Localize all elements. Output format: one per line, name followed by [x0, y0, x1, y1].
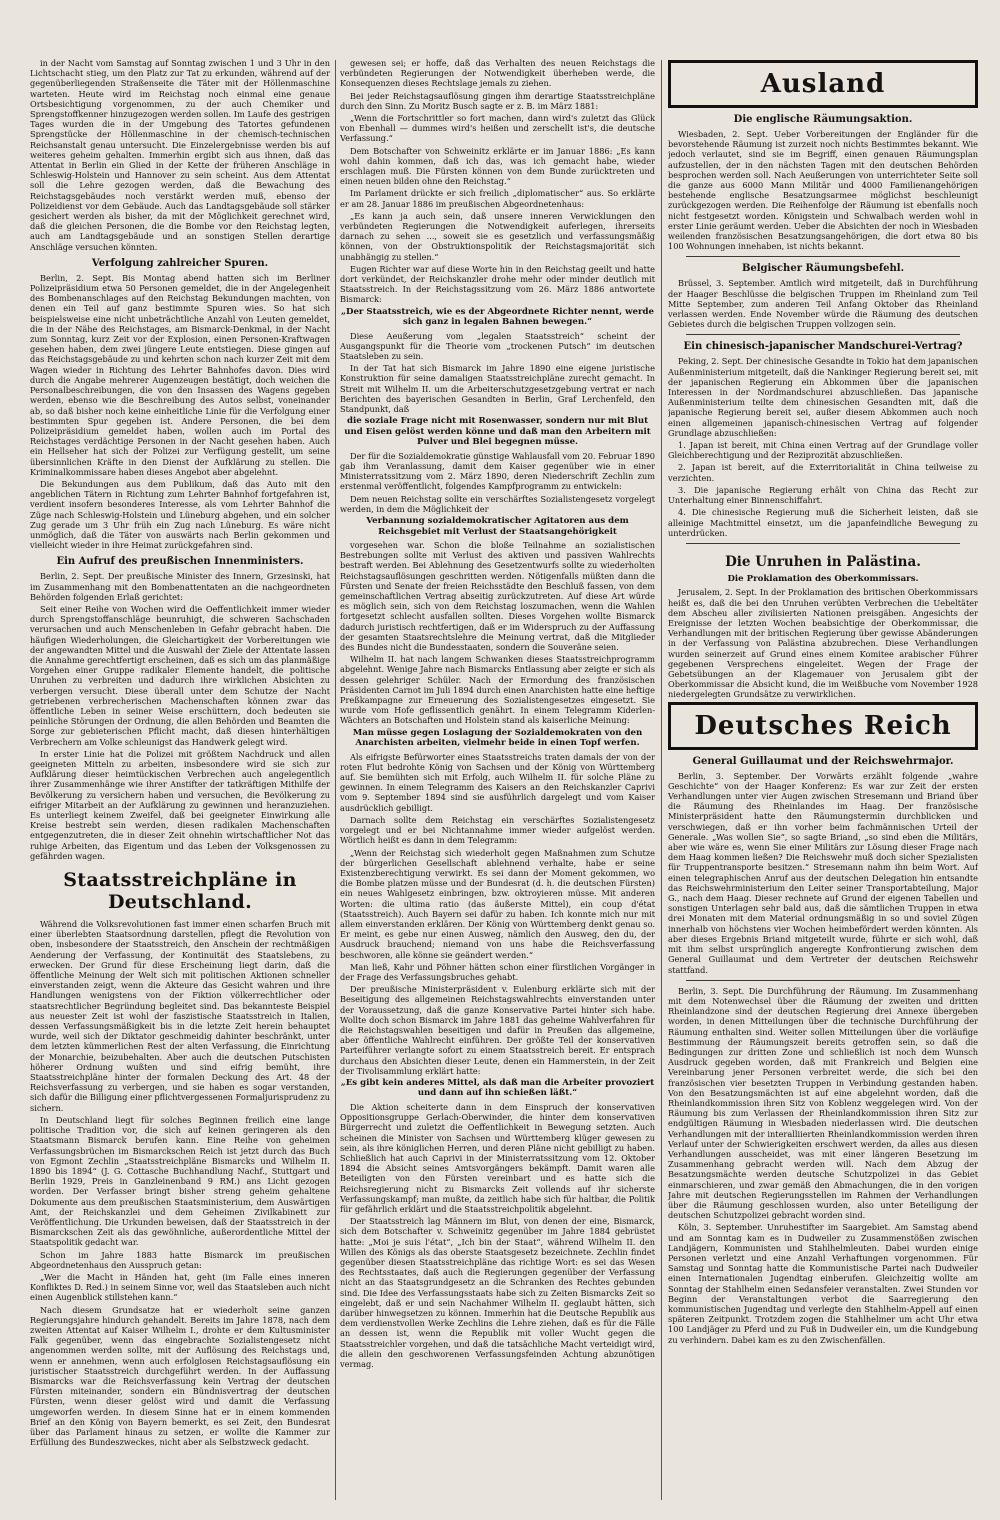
column-right	[668, 58, 978, 1508]
bold-quote: die soziale Frage nicht mit Rosenwasser, sondern nur mit Blut und Eisen gelöst werden könne und daß man den Arbeitern mit Pulver und Blei begegnen müsse.	[344, 416, 651, 448]
section-header-ausland: Ausland	[668, 60, 978, 108]
article-paragraph: Berlin, 3. September. Der Vorwärts erzählt folgende „wahre Geschichte“ von der Haager Konferenz: Es war zur Zeit der ersten Verhandlungen unter vier Augen zwischen Stresemann und Briand über die Räumung des Rheinlandes im Haag. Der französische Ministerpräsident hatte den Räumungstermin durchblicken und verschwiegen, daß er ihn vorher beim fachmännischen Urteil der Generale. „Was wollen Sie“, so sagte Briand, „so sind eben die Militärs, aber wie wäre es, wenn Sie einer Militärs zur Lösung dieser Frage nach dem Haag kommen ließen? Die Reichswehr muß doch sicher Spezialisten für Truppentransporte besitzen.“ Stresemann nahm ihn beim Wort. Auf einen telegraphischen Anruf aus der deutschen Delegation hin entsandte das Reichswehrministerium den Leiter seiner Transportabteilung, Major G., nach dem Haag. Dieser rechnete auf Grund der eigenen Tabellen und sonstigen Unterlagen sehr bald aus, daß die sämtlichen Truppen in etwa drei Monaten mit dem Material ordnungsmäßig in so und soviel Zügen innerhalb von höchstens vier Wochen heimbefördert werden könnten. Als aber dieses Ergebnis Briand mitgeteilt wurde, führte er sich wohl, daß mit ihm selbst ursprünglich angeregte Konfrontierung zwischen dem General Guillaumat und dem Vertreter der deutschen Reichswehr stattfand.	[668, 770, 978, 975]
divider	[686, 256, 960, 257]
article-title: Staatsstreichpläne in Deutschland.	[63, 869, 297, 914]
article-paragraph: vorgesehen war. Schon die bloße Teilnahme an sozialistischen Bestrebungen sollte mit Verlust des aktiven und passiven Wahlrechts bestraft werden. Bei Ablehnung des Gesetzentwurfs sollte zu wiederholten Reichstagsauflösungen geschritten werden. Nötigenfalls müßten dann die Fürsten und Senate der freien Reichsstädte den Beschluß fassen, von dem gemeinschaftlichen Vertrag abseitig zurückzutreten. Auf diese Art würde es möglich sein, sich von dem Reichstag loszumachen, wenn die Wahlen fortgesetzt schlecht ausfallen sollten. Dieses Vorgehen wollte Bismarck dadurch juristisch rechtfertigen, daß er im Widerspruch zu der Auffassung der gesamten Staatsrechtslehre die Meinung vertrat, daß die Mitglieder des Bundes nicht die Bundesstaaten, sondern die Souveräne seien.	[340, 540, 655, 653]
list-item: 2. Japan ist bereit, auf die Exterritorialität in China teilweise zu verzichten.	[668, 462, 978, 483]
article-paragraph: In Deutschland liegt für solches Beginnen freilich eine lange politische Tradition vor, die sich auf keinen geringeren als den Staatsmann Bismarck berufen kann. Eine Reihe von geheimen Verfassungsbrüchen im Bismarckschen Reich ist jetzt durch das Buch von Egmont Zechlin „Staatsstreichpläne Bismarcks und Wilhelm II. 1890 bis 1894“ (J. G. Cottasche Buchhandlung Nachf., Stuttgart und Berlin 1929, Preis in Ganzleinenband 9 RM.) ans Licht gezogen worden. Der Verfasser bringt bisher streng geheim gehaltene Dokumente aus dem preußischen Staatsministerium, dem Auswärtigen Amt, der Reichskanzlei und dem Geheimen Zivilkabinett zur Veröffentlichung. Die Urkunden beweisen, daß der Staatsstreich in der Bismarckschen Zeit als das gewöhnliche, außerordentliche Mittel der Staatspolitik gedacht war.	[30, 1114, 330, 1248]
article-paragraph: Diese Aeußerung vom „legalen Staatsstreich“ scheint der Ausgangspunkt für die Theorie vom „trockenen Putsch“ im deutschen Staatsleben zu sein.	[340, 330, 655, 362]
quote-paragraph: „Wenn die Fortschrittler so fort machen, dann wird's zuletzt das Glück von Ebenhall — dummes wird's heißen und zerschellt ist's, die deutsche Verfassung.“	[340, 113, 655, 144]
bold-quote: Verbannung sozialdemokratischer Agitatoren aus dem Reichsgebiet mit Verlust der Staatsangehörigkeit	[366, 516, 629, 537]
subheading: Ein Aufruf des preußischen Innenministers.	[56, 556, 304, 568]
article-paragraph: Wiesbaden, 2. Sept. Ueber Vorbereitungen der Engländer für die bevorstehende Räumung ist zurzeit noch nichts Bestimmtes bekannt. Wie jedoch verlautet, sind sie im Begriff, einen genauen Räumungsplan aufzustellen, der in den nächsten Tagen mit den deutschen Behörden besprochen werden soll. Nach Aeußerungen von unterrichteter Seite soll die ganze aus 6000 Mann Militär und 4000 Familienangehörigen bestehende englische Besatzungsarmee möglichst beschleunigt zurückgezogen werden. Die Reihenfolge der Räumung ist ebenfalls noch nicht festgesetzt worden. Königstein und Schwalbach werden wohl in erster Linie geräumt werden. Ueber die Absichten der noch in Wiesbaden weilenden französischen Besatzungsangehörigen, die dort etwa 80 bis 100 Wohnungen innehaben, ist nichts bekannt.	[668, 129, 978, 252]
subheading: Ein chinesisch-japanischer Mandschurei-Vertrag?	[683, 341, 963, 353]
bold-quote: „Es gibt kein anderes Mittel, als daß man die Arbeiter provoziert und dann auf ihn schießen läßt.“	[340, 1077, 655, 1099]
article-paragraph: Der Staatsstreich lag Männern im Blut, von denen der eine, Bismarck, sich dem Botschafter v. Schweinitz gegenüber im Jahre 1884 gebrüstet hatte: „Moi je suis l'état“, „Ich bin der Staat“, während Wilhelm II. den Willen des Königs als das oberste Staatsgesetz bezeichnete. Zechlin findet gegenüber diesen Staatsstreichpläne das richtige Wort: es sei das Wesen des Rechtsstaates, daß auch die Regierungen gegenüber der Verfassung nicht an das Staatsgrundgesetz an die Schranken des Rechtes gebunden sind. Die Idee des Verfassungsstaats habe sich zu Zeiten Bismarcks Zeit so eingelebt, daß er und sein Nachahmer Wilhelm II. geglaubt hätten, sich darüber hinwegsetzen zu können. Immerhin hat die Deutsche Republik aus dem verdienstvollen Werke Zechlins die Lehre ziehen, daß es für die Fälle an dessen ist, wenn die Republik mit voller Wucht gegen die Staatsstreichler vorgehen, und daß die tatsächliche Macht verteidigt wird, die allein den geschworenen Verfassungsfeinden Achtung abzunötigen vermag.	[340, 1216, 655, 1370]
list-item: 1. Japan ist bereit, mit China einen Vertrag auf der Grundlage voller Gleichberechtigung und der Reziprozität abzuschließen.	[668, 440, 978, 461]
article-paragraph: Wilhelm II. hat nach langem Schwanken dieses Staatsstreichprogramm abgelehnt. Wenige Jahre nach Bismarcks Entlassung aber zeigte er sich als dessen gelehriger Schüler. Nach der Ermordung des französischen Präsidenten Carnot im Juli 1894 durch einen Anarchisten hatte eine heftige Preßkampagne zur Erneuerung des Sozialistengesetzes eingesetzt. Sie wurde vom Hofe geflissentlich genährt. In einem Telegramm Kiderlen-Wächters an Botschaften und Holstein stand als kaiserliche Meinung:	[340, 654, 655, 726]
article-paragraph: in der Nacht vom Samstag auf Sonntag zwischen 1 und 3 Uhr in den Lichtschacht stieg, um den Platz zur Tat zu erkunden, während auf der gegenüberliegenden Straßenseite die Täter mit der Höllenmaschine warteten. Heute wird im Reichstag noch einmal eine genaue Ortsbesichtigung vorgenommen, zu der auch Chemiker und Sprengstoffkenner hinzugezogen werden sollen. Im Laufe des gestrigen Tages wurden die in der Umgebung des Tatortes gefundenen Sprengstücke der Höllenmaschine in der chemisch-technischen Reichsanstalt genau untersucht. Die Einzelergebnisse werden bis auf weiteres geheim gehalten. Immerhin ergibt sich aus ihnen, daß das Attentat in Berlin ein Glied in der Kette der früheren Anschläge in Schleswig-Holstein und Hannover zu sein scheint. Aus dem Attentat soll die Lehre gezogen werden, daß die Bewachung des Reichstagsgebäudes noch verstärkt werden muß, ebenso der Polizeidienst vor dem Gebäude. Auch das Landtagsgebäude soll stärker gesichert werden als bisher, da mit der Möglichkeit gerechnet wird, daß die gleichen Personen, die die Bombe vor den Reichstag legten, auch am Landtagsgebäude und an sonstigen Stellen derartige Anschläge versuchen könnten.	[30, 58, 330, 252]
article-paragraph: Der für die Sozialdemokratie günstige Wahlausfall vom 20. Februar 1890 gab ihm Veranlassung, damit dem Kaiser gegenüber wie in einer Ministerratssitzung vom 2. März 1890, deren Niederschrift Zechlin zum erstenmal veröffentlicht, folgendes Kampfprogramm zu entwickeln:	[340, 450, 655, 492]
article-paragraph: Dem neuen Reichstag sollte ein verschärftes Sozialistengesetz vorgelegt werden, in dem die Möglichkeit der	[340, 493, 655, 514]
article-paragraph: gewesen sei; er hoffe, daß das Verhalten des neuen Reichstags die verbündeten Regierungen der Notwendigkeit überheben werde, die Konsequenzen dieses Rechtslage jemals zu ziehen.	[340, 58, 655, 89]
article-paragraph: Darnach sollte dem Reichstag ein verschärftes Sozialistengesetz vorgelegt und er bei Nichtannahme immer wieder aufgelöst werden. Wörtlich heißt es dann in dem Telegramm:	[340, 814, 655, 846]
article-title: Die Unruhen in Palästina.	[725, 553, 921, 570]
divider	[686, 334, 960, 335]
column-divider	[661, 60, 662, 1500]
article-paragraph: Die Bekundungen aus dem Publikum, daß das Auto mit den angeblichen Tätern in Richtung zum Lehrter Bahnhof fortgefahren ist, verdient insofern besonderes Interesse, als vom Lehrter Bahnhof die Züge nach Schleswig-Holstein und Lüneburg abgehen, und ein solcher Zug gerade um 3 Uhr früh ein Zug nach Lüneburg. Es wäre nicht unmöglich, daß die Täter von auswärts nach Berlin gekommen und vielleicht wieder in ihre Heimat zurückgefahren sind.	[30, 478, 330, 551]
quote-paragraph: „Wenn der Reichstag sich wiederholt gegen Maßnahmen zum Schutze der bürgerlichen Gesellschaft ablehnend verhalte, habe er seine Existenzberechtigung verwirkt. Es sei dann der Moment gekommen, wo die Bombe platzen müsse und der Bundesrat (d. h. die deutschen Fürsten) ein neues Wahlgesetz einbringen, bzw. oktroyieren müsse. Mit anderen Worten: die ultima ratio (das äußerste Mittel), ein coup d'état (Staatsstreich). Auch Bayern sei dafür zu haben. Ich konnte mich nur mit allem einverstanden erklären. Der König von Württemberg denkt genau so. Er meint, es gebe nur einen Ausweg, nämlich den Ausweg, den du, der Ausdruck brauchend; niemand von uns habe die Reichsverfassung beschworen, alle könne sie geändert werden.“	[340, 847, 655, 960]
article-paragraph: Im Parlament drückte er sich freilich „diplomatischer“ aus. So erklärte er am 28. Januar 1886 im preußischen Abgeordnetenhaus:	[340, 188, 655, 209]
article-paragraph: Die Aktion scheiterte dann in dem Einspruch der konservativen Oppositionsgruppe Gerlach-Oberwinder, die hinter dem konservativen Bürgerrecht und zuletzt die Oeffentlichkeit in Bewegung setzten. Auch scheinen die Minister von Sachsen und Württemberg klüger gewesen zu sein, als ihre königlichen Herren, und deren Pläne nicht gebilligt zu haben. Schließlich hat auch Caprivi in der Ministerratssitzung vom 12. Oktober 1894 die Absicht seines Amtsvorgängers bekämpft. Damit waren alle Beteiligten von den Fürsten vereinbart und es hatte sich die Reichsregierung nicht zu Bismarcks Zeit vollends auf ihr sicherste Verfassungskampf; man mußte, da zeitlich habe sich für haltbar, die Politik für gefährlich erklärt und die Staatsstreichpolitik abgelehnt.	[340, 1101, 655, 1214]
article-paragraph: Köln, 3. September. Unruhestifter im Saargebiet. Am Samstag abend und am Sonntag kam es in Dudweiler zu Zusammenstößen zwischen Landjägern, Kommunisten und Stahlhelmleuten. Dabei wurden einige Personen verletzt und eine Anzahl Verhaftungen vorgenommen. Für Samstag und Sonntag hatte die Kommunistische Partei nach Dudweiler einen Internationalen Jugendtag einberufen. Gleichzeitig wollte am Sonntag der Stahlhelm einen Sedansfeier veranstalten. Zwei Stunden vor Beginn der Veranstaltungen verbot die Saarregierung den kommunistischen Jugendtag und verlegte den Stahlhelm-Appell auf einen späteren Zeitpunkt. Trotzdem zogen die Stahlhelmer um acht Uhr etwa 100 Landjäger zu Pferd und zu Fuß in Dudweiler ein, um die Kundgebung zu verhindern. Dabei kam es zu den Zwischenfällen.	[668, 1222, 978, 1345]
article-paragraph: Jerusalem, 2. Sept. In der Proklamation des britischen Oberkommissars heißt es, daß die bei den Unruhen verübten Verbrechen die Uebeltäter dem Abscheu aller zivilisierten Nationen preisgäben. Angesichts der Ereignisse der letzten Wochen beabsichtige der Oberkommissar, die Verhandlungen mit der britischen Regierung über gewisse Abänderungen in der Verfassung von Palästina abzubrechen. Diese Verhandlungen wurden seinerzeit auf Grund eines einem Komitee arabischer Führer gegebenen Versprechens eingeleitet. Wegen der Frage der Gebetsübungen an der Klagemauer von Jerusalem gibt der Oberkommissar die Absicht kund, die im Weißbuche vom November 1928 niedergelegten Grundsätze zu verwirklichen.	[668, 587, 978, 700]
article-paragraph: Peking, 2. Sept. Der chinesische Gesandte in Tokio hat dem japanischen Außenministerium mitgeteilt, daß die Nankinger Regierung bereit sei, mit der japanischen Regierung ein Abkommen über die japanischen Interessen in der Nordmandschurei abzuschließen. Das japanische Außenministerium teilte dem chinesischen Gesandten mit, daß die japanische Regierung bereit sei, außer diesem Abkommen auch noch einen allgemeinen japanisch-chinesischen Vertrag auf folgender Grundlage abzuschließen:	[668, 356, 978, 438]
article-paragraph: Der preußische Ministerpräsident v. Eulenburg erklärte sich mit der Beseitigung des allgemeinen Reichstagswahlrechts einverstanden unter der Voraussetzung, daß die ganze Konservative Partei hinter sich habe. Wollte doch schon Bismarck im Jahre 1881 das geheime Wahlverfahren für die Reichstagswahlen beseitigen und dafür in Preußen das allgemeine, aber öffentliche Wahlrecht einführen. Der größte Teil der konservativen Parteiführer verlangte sofort zu einem Staatsstreich bereit. Er entsprach durchaus den Absichten dieser Leute, denen ein Hammerstein, in der Zeit der Tivolisammlung erklärt hatte:	[340, 984, 655, 1076]
subheading: General Guillaumat und der Reichswehrmajor.	[692, 755, 954, 767]
article-paragraph: Eugen Richter war auf diese Worte hin in den Reichstag geeilt und hatte dort verkündet, der Reichskanzler drohe mehr oder minder deutlich mit Staatsstreich. In der Reichstagssitzung vom 26. März 1886 antwortete Bismarck:	[340, 263, 655, 305]
article-paragraph: Nach diesem Grundsatze hat er wiederholt seine ganzen Regierungsjahre hindurch gehandelt. Bereits im Jahre 1878, nach dem zweiten Attentat auf Kaiser Wilhelm I., drohte er dem Kultusminister Falk gegenüber, wenn das eingebrachte Sozialistengesetz nicht angenommen werden sollte, mit der Auflösung des Reichstags und, wenn er annehmen, wenn auch erfolglosen Reichstagsauflösung ein juristischer Staatsstreich durchgeführt werden. In der Auffassung Bismarcks war die Reichsverfassung kein Vertrag der deutschen Fürsten miteinander, sondern ein Bündnisvertrag der deutschen Fürsten, wenn dieser gelöst wird und damit die Verfassung umgeworfen werden. In diesem Sinne hat er in einem kommenden Brief an den König von Bayern bemerkt, es sei Zeit, den Bundesrat über das Parlament hinaus zu setzen, er wollte die Kammer zur Erfüllung des Bundeszweckes, nicht aber als Selbstzweck gedacht.	[30, 1304, 330, 1448]
bold-quote: „Der Staatsstreich, wie es der Abgeordnete Richter nennt, werde sich ganz in legalen Bahnen bewegen.“	[341, 306, 654, 328]
article-paragraph: Berlin, 2. Sept. Bis Montag abend hatten sich im Berliner Polizeipräsidium etwa 50 Personen gemeldet, die in der Angelegenheit des Bombenanschlages auf den Reichstag Bekundungen machten, von denen ein Teil auf ganz bestimmte Spuren wies. So hat sich beispielsweise eine nicht unbeträchtliche Anzahl von Leuten gemeldet, die in der Nähe des Reichstages, am Bismarck-Denkmal, in der Nacht zum Sonntag, kurz Zeit vor der Explosion, einen Personen-Kraftwagen gesehen haben, dem zwei jüngere Leute entstiegen. Diese gingen auf das Reichstagsgebäude zu und kehrten schon nach kurzer Zeit mit dem Wagen wieder in Richtung des Lehrter Bahnhofes davon. Dies wird durch die Angabe mehrerer Augenzeugen bestätigt, doch weichen die Personalbeschreibungen, die von den Insassen des Wagens gegeben werden, ebenso wie die Beschreibung des Autos selbst, voneinander ab, so daß bisher noch keine einheitliche Linie für die Verfolgung einer bestimmten Spur gegeben ist. Andere Personen, die bei dem Polizeipräsidium gemeldet haben, wollen auch im Portal des Reichstages verdächtige Personen in der Nacht gesehen haben. Auch ein Hellseher hat sich der Polizei zur Verfügung gestellt, um seine übersinnlichen Kräfte in den Dienst der Aufklärung zu stellen. Die Kriminalkommissare haben dieses Angebot aber abgelehnt.	[30, 272, 330, 477]
column-left	[30, 58, 330, 1508]
article-paragraph: In erster Linie hat die Polizei mit größtem Nachdruck und allen geeigneten Mitteln zu arbeiten, insbesondere wird sie sich zur Aufklärung dieser heimtückischen Verbrechen auch angelegentlich ihrer Zusammenhänge wie ihrer Anstifter der tatkräftigen Mithilfe der Bevölkerung zu versichern haben und versuchen, die Bevölkerung zu eifriger Mitarbeit an der Aufklärung zu gewinnen und heranzuziehen. Es unterliegt keinem Zweifel, daß bei geeigneter Einwirkung alle Kreise bestrebt sein werden, diesen radikalen Machenschaften entgegenzutreten, die in dieser Zeit ohnehin wirtschaftlicher Not das ruhige Arbeiten, das Eigentum und das Leben der Volksgenossen zu gefährden wagen.	[30, 748, 330, 861]
divider	[686, 980, 960, 981]
column-middle	[340, 58, 655, 1508]
article-paragraph: Seit einer Reihe von Wochen wird die Oeffentlichkeit immer wieder durch Sprengstoffanschläge beunruhigt, die schweren Sachschaden verursachen und auch Menschenleben in Gefahr gebracht haben. Die häufigen Wiederholungen, die Gleichartigkeit der Vorbereitungen wie der angewandten Mittel und die Auswahl der Ziele der Attentate lassen die Annahme gerechtfertigt erscheinen, daß es sich um das planmäßige Vorgehen einer Gruppe radikaler Elemente handelt, die politische Unruhen zu verbreiten und dadurch ihre wirklichen Absichten zu verbergen versucht. Diese überall unter dem Schutze der Nacht getriebenen verbrecherischen Machenschaften können zwar das öffentliche Leben in seiner Weise erschüttern, doch bedeuten sie peinliche Störungen der Ordnung, die allen Behörden und Beamten die Sorge zur gebieterischen Pflicht macht, daß diesen hinterhältigen Verbrechern am Volke schleunigst das Handwerk gelegt wird.	[30, 603, 330, 747]
article-paragraph: In der Tat hat sich Bismarck im Jahre 1890 eine eigene juristische Konstruktion für seine damaligen Staatsstreichpläne zurecht gemacht. In Streit mit Wilhelm II. um die Arbeiterschutzgesetzgebung vertrat er nach Berichten des bayerischen Gesandten in Berlin, Graf Lerchenfeld, den Standpunkt, daß	[340, 363, 655, 415]
subheading: Verfolgung zahlreicher Spuren.	[91, 257, 269, 269]
subheading: Belgischer Räumungsbefehl.	[741, 263, 905, 275]
subheading: Die Proklamation des Oberkommissars.	[727, 573, 919, 584]
article-paragraph: Berlin, 3. Sept. Die Durchführung der Räumung. Im Zusammenhang mit dem Notenwechsel über die Räumung der zweiten und dritten Rheinlandzone sind der deutschen Regierung drei Annexe übergeben worden, in denen Mitteilungen über die technische Durchführung der Räumung enthalten sind. Weiter sollen Mitteilungen über die vorläufige Bestimmung der Räumungszeit bereits getroffen sein, so daß die Bedingungen zur dritten Zone und schließlich ist noch dem Wunsch Ausdruck gegeben worden, daß mit Frankreich und Belgien eine Vereinbarung jener Personen verbreitet werde, die sich bei den französischen vier besetzten Truppen in Verbindung gestanden haben. Von den Besatzungsmächten ist auf eine abgelehnt worden, daß die Rheinlandkommission ihren Sitz von Koblenz weggelegen wird. Von der Räumung bis zum Verlassen der Rheinlandkommission ihren Sitz zur endgültigen Räumung in Wiesbaden niederlassen wird. Die deutschen Verhandlungen mit der interalliierten Rheinlandkommission werden ihren Verlauf unter der Schwierigkeiten erschwert werden, da alles aus diesen Verhandlungen ausscheidet, was mit einer längeren Besetzung im Zusammenhang gebracht werden will. Nach dem Abzug der Besatzungsmächte werden deutsche Schutzpolizei in das Gebiet einmarschieren, und zwar gemäß den Abmachungen, die in den vorigen Jahre mit deutschen Regierungsstellen im Rahmen der Verhandlungen über die Räumung geschlossen wurden, also unter Beteiligung der deutschen Schutzpolizei gebracht worden sind.	[668, 985, 978, 1221]
article-paragraph: Man ließ, Kahr und Pöhner hätten schon einer fürstlichen Vorgänger in der Frage des Verfassungsbruches gehabt.	[340, 961, 655, 982]
article-paragraph: Während die Volksrevolutionen fast immer einen scharfen Bruch mit einer überlebten Staatsordnung darstellen, pflegt die Revolution von oben, insbesondere der Staatsstreich, den Anschein der rechtmäßigen Aenderung der Verfassung, der Kontinuität des Staatslebens, zu erwecken. Der Grund für diese Erscheinung liegt darin, daß die öffentliche Meinung der Welt sich mit politischen Aktionen schneller einverstanden zeigt, wenn die Akteure das Gesicht wahren und ihre Handlungen wenigstens von der Fiktion völkerrechtlicher oder staatsrechtlicher Begründung begleitet sind. Das bekannteste Beispiel aus neuester Zeit ist wohl der faszistische Staatsstreich in Italien, dessen Verfassungsmäßigkeit bis in die letzte Zeit herein behauptet wurde, weil sich der Diktator geschmeidig dahinter beschränkt, unter dem letzten kümmerlichen Rest der alten Verfassung, die Einrichtung der Monarchie, beizubehalten. Aber auch die deutschen Putschisten höherer Ordnung wußten und sind eifrig bemüht, ihre Staatsstreichpläne hinter der formalen Deckung des Art. 48 der Reichsverfassung zu verbergen, und sie haben es sogar verstanden, sich dafür die Billigung einer pflichtvergessenen Formaljurisprudenz zu sichern.	[30, 919, 330, 1113]
article-paragraph: Als eifrigste Befürworter eines Staatsstreichs traten damals der von der roten Flut bedrohte König von Sachsen und der König von Württemberg auf. Sie bemühten sich mit Erfolg, auch Wilhelm II. für solche Pläne zu gewinnen. In einem Telegramm des Kaisers an den Reichskanzler Caprivi vom 9. September 1894 sind sie ausführlich dargelegt und vom Kaiser ausdrücklich gebilligt.	[340, 751, 655, 813]
article-paragraph: Brüssel, 3. September. Amtlich wird mitgeteilt, daß in Durchführung der Haager Beschlüsse die belgischen Truppen im Rheinland zum Teil Mitte September, zum anderen Teil Anfang Oktober das Rheinland verlassen werden. Ende November würde die Räumung des deutschen Gebietes durch die belgischen Truppen vollzogen sein.	[668, 278, 978, 330]
article-paragraph: Schon im Jahre 1883 hatte Bismarck im preußischen Abgeordnetenhaus den Ausspruch getan:	[30, 1249, 330, 1270]
list-item: 3. Die japanische Regierung erhält von China das Recht zur Unterhaltung einer Binnenschiffahrt.	[668, 484, 978, 506]
divider	[686, 543, 960, 544]
article-paragraph: Berlin, 2. Sept. Der preußische Minister des Innern, Grzesinski, hat im Zusammenhang mit den Bombenattentaten an die nachgeordneten Behörden folgenden Erlaß gerichtet:	[30, 571, 330, 602]
subheading: Die englische Räumungsaktion.	[733, 114, 913, 125]
quote-paragraph: „Es kann ja auch sein, daß unsere inneren Verwicklungen den verbündeten Regierungen die Notwendigkeit auferlegen, ihrerseits darnach zu sehen ..., soweit sie es gesetzlich und verfassungsmäßig können, von der Obstruktionspolitik der Reichstagsmajorität sich unabhängig zu stellen.“	[340, 210, 655, 262]
section-header-reich: Deutsches Reich	[668, 702, 978, 750]
list-item: 4. Die chinesische Regierung muß die Sicherheit leisten, daß sie alleinige Machtmittel einsetzt, um die japanfeindliche Bewegung zu unterdrücken.	[668, 507, 978, 538]
bold-quote: Man müsse gegen Loslagung der Sozialdemokraten von den Anarchisten arbeiten, vielmehr beide in einen Topf werfen.	[352, 727, 643, 749]
article-paragraph: Bei jeder Reichstagsauflösung gingen ihm derartige Staatsstreichpläne durch den Sinn. Zu Moritz Busch sagte er z. B. im März 1881:	[340, 90, 655, 111]
column-divider	[335, 60, 336, 1500]
article-paragraph: Dem Botschafter von Schweinitz erklärte er im Januar 1886: „Es kann wohl dahin kommen, daß ich das, was ich gemacht habe, wieder erschlagen muß. Die Fürsten können von dem Bunde zurücktreten und einen neuen bilden ohne den Reichstag.“	[340, 145, 655, 187]
quote-paragraph: „Wer die Macht in Händen hat, geht (im Falle eines inneren Konfliktes D. Red.) in seinem Sinne vor, weil das Staatsleben auch nicht einen Augenblick stillstehen kann.“	[30, 1271, 330, 1303]
